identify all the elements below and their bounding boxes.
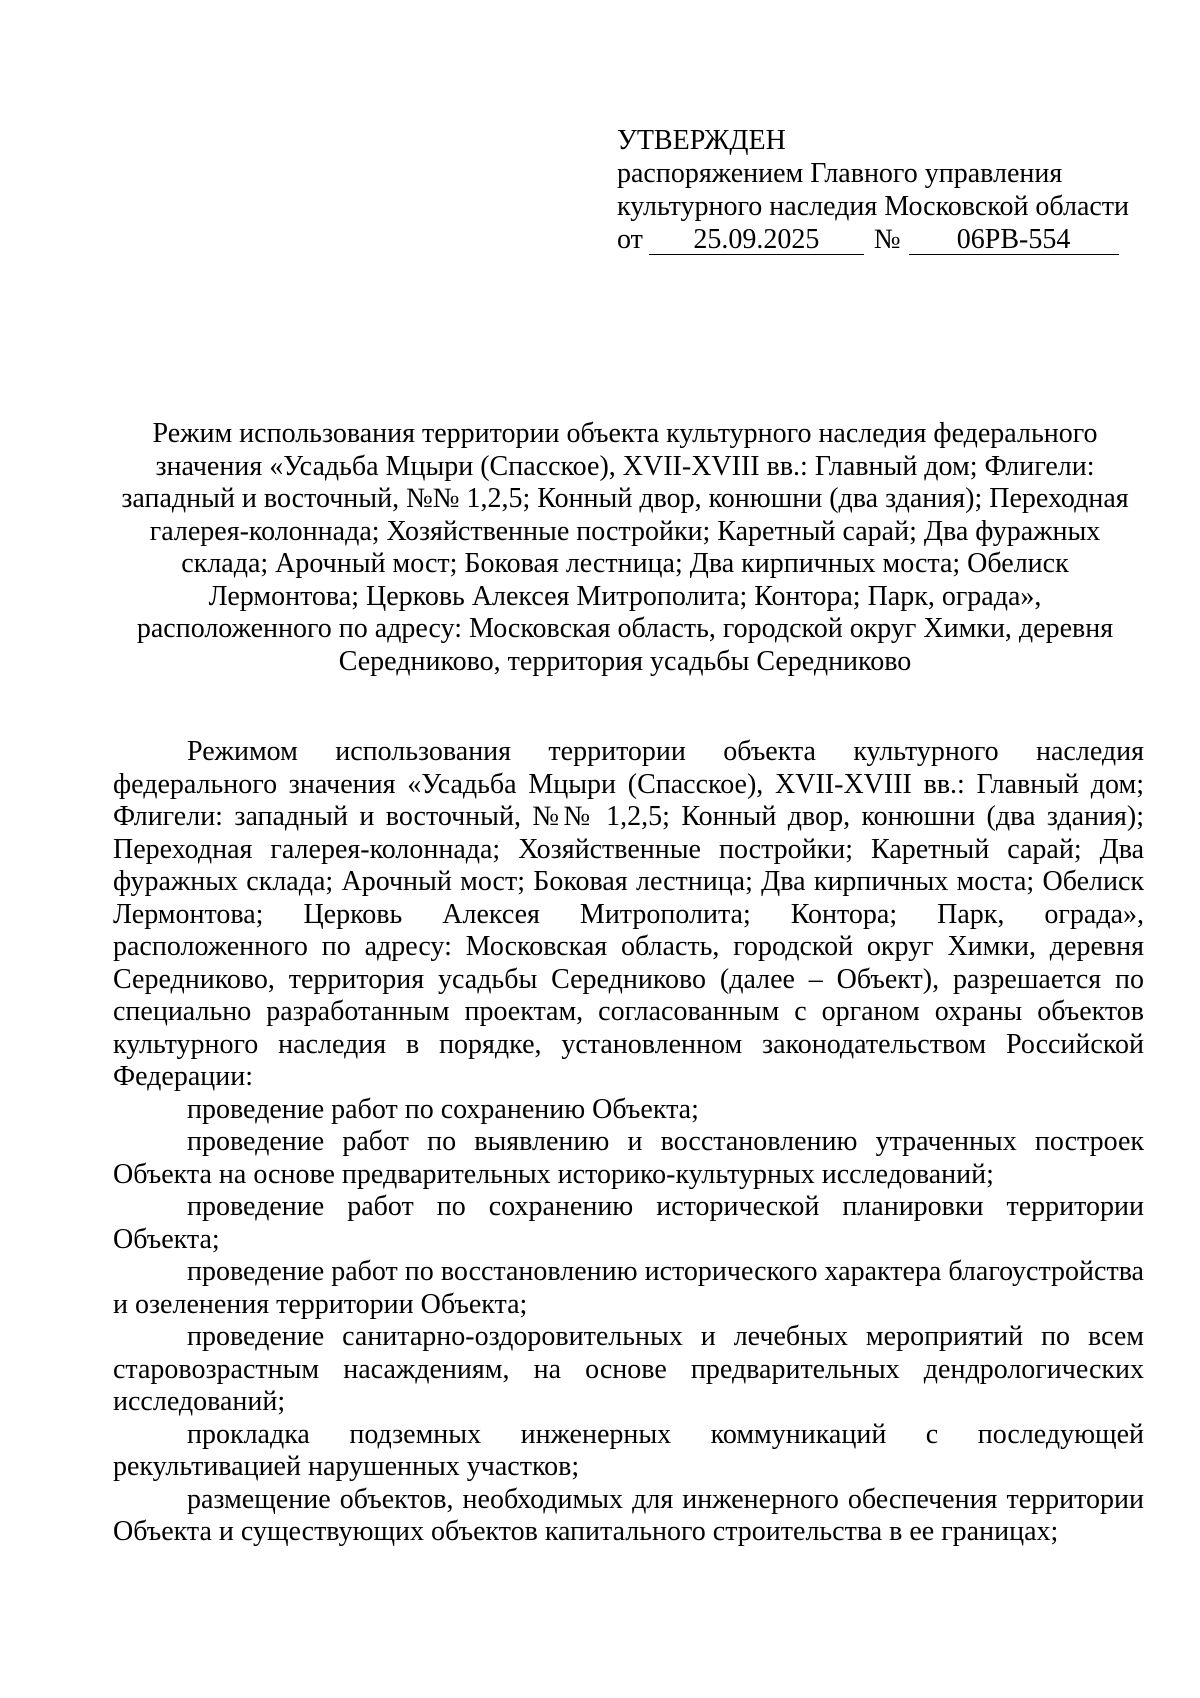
- document-title: Режим использования территории объекта культурного наследия федерального значения «Усадьба Мцыри (Спасское), XVII-XVIII вв.: Главный дом; Флигели: западный и восточный, №№ 1,2,5; Конный двор, конюшни (два здания); Переходная галерея-колоннада; Хозяйственные постройки; Каретный сарай; Два фуражных склада; Арочный мост; Боковая лестница; Два кирпичных моста; Обелиск Лермонтова; Церковь Алексея Митрополита; Контора; Парк, ограда», расположенного по адресу: Московская область, городской округ Химки, деревня Середниково, территория усадьбы Середниково: [121, 418, 1129, 677]
- date-prefix: от: [617, 224, 643, 255]
- approval-stamp: [617, 124, 1137, 256]
- approval-date-line: [617, 223, 1137, 256]
- body-paragraph: Режимом использования территории объекта культурного наследия федерального значения «Усадьба Мцыри (Спасское), XVII-XVIII вв.: Главный дом; Флигели: западный и восточный, №№ 1,2,5; Конный двор, конюшни (два здания); Переходная галерея-колоннада; Хозяйственные постройки; Каретный сарай; Два фуражных склада; Арочный мост; Боковая лестница; Два кирпичных моста; Обелиск Лермонтова; Церковь Алексея Митрополита; Контора; Парк, ограда», расположенного по адресу: Московская область, городской округ Химки, деревня Середниково, территория усадьбы Середниково (далее – Объект), разрешается по специально разработанным проектам, согласованным с органом охраны объектов культурного наследия в порядке, установленном законодательством Российской Федерации:: [113, 736, 1144, 1092]
- approval-heading: УТВЕРЖДЕН: [617, 125, 786, 156]
- list-item: размещение объектов, необходимых для инженерного обеспечения территории Объекта и существующих объектов капитального строительства в ее границах;: [113, 1483, 1144, 1547]
- list-item: проведение санитарно-оздоровительных и лечебных мероприятий по всем старовозрастным насаждениям, на основе предварительных дендрологических исследований;: [113, 1321, 1144, 1417]
- list-item: проведение работ по сохранению исторической планировки территории Объекта;: [113, 1191, 1144, 1255]
- number-prefix: №: [873, 224, 901, 255]
- list-item: проведение работ по сохранению Объекта;: [187, 1093, 699, 1125]
- document-body: [113, 736, 1144, 1549]
- list-item: прокладка подземных инженерных коммуникаций с последующей рекультивацией нарушенных участков;: [113, 1418, 1144, 1482]
- list-item: проведение работ по восстановлению исторического характера благоустройства и озеленения территории Объекта;: [113, 1256, 1144, 1320]
- approval-line-2: культурного наследия Московской области: [617, 191, 1130, 222]
- approval-number: 06РВ-554: [909, 226, 1119, 255]
- approval-date: 25.09.2025: [649, 226, 864, 255]
- approval-line-1: распоряжением Главного управления: [617, 158, 1063, 189]
- list-item: проведение работ по выявлению и восстановлению утраченных построек Объекта на основе предварительных историко-культурных исследований;: [113, 1126, 1144, 1190]
